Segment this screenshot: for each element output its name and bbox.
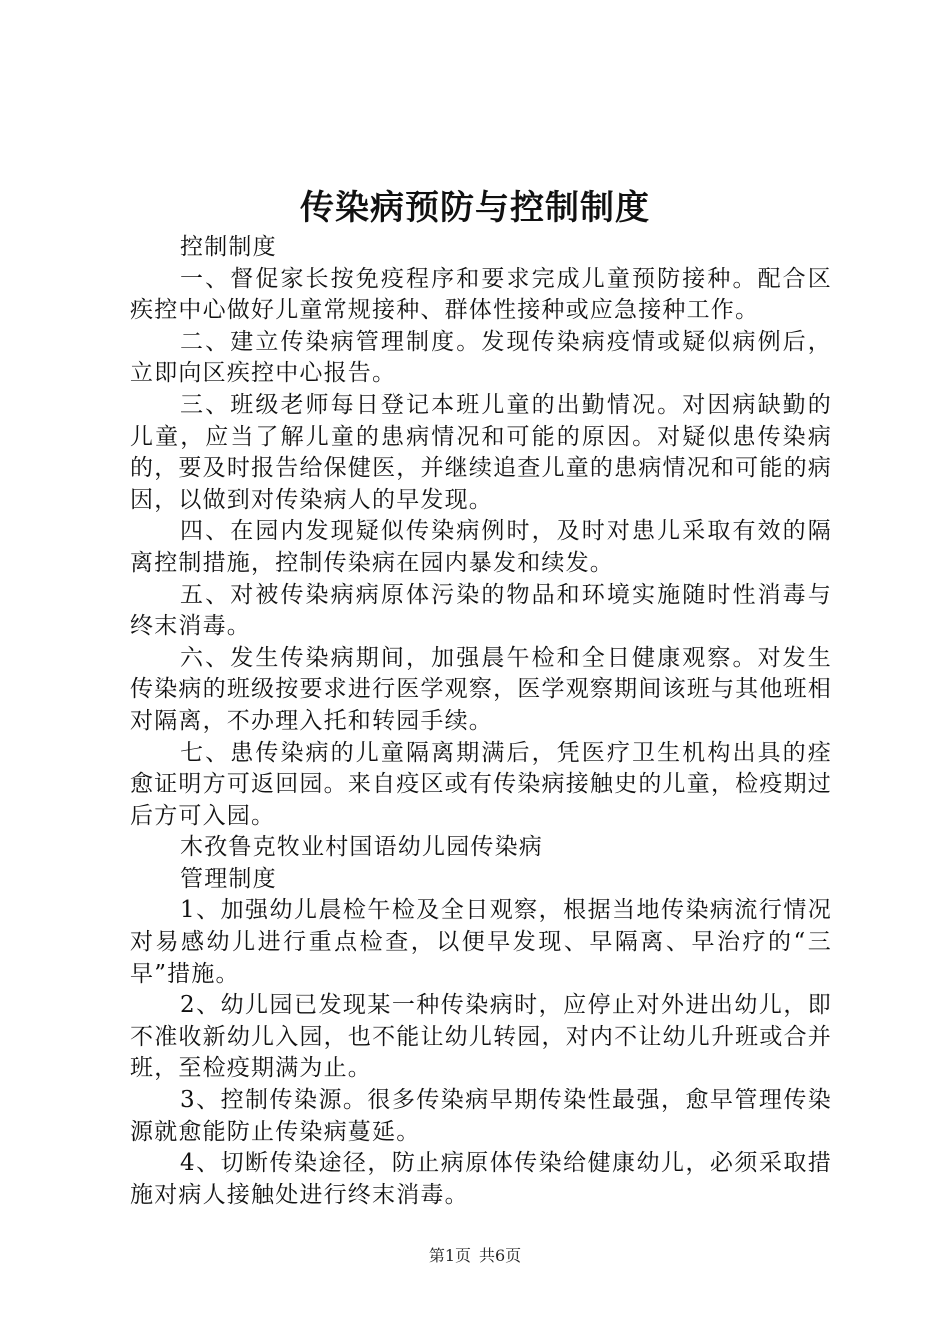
paragraph-rule-2: 2、幼儿园已发现某一种传染病时，应停止对外进出幼儿，即不准收新幼儿入园，也不能让幼儿转园，对内不让幼儿升班或合并班，至检疫期满为止。: [130, 992, 832, 1082]
document-body: [130, 232, 832, 1211]
paragraph-item-4: 四、在园内发现疑似传染病例时，及时对患儿采取有效的隔离控制措施，控制传染病在园内暴发和续发。: [130, 518, 832, 576]
paragraph-rule-3: 3、控制传染源。很多传染病早期传染性最强，愈早管理传染源就愈能防止传染病蔓延。: [130, 1087, 832, 1145]
paragraph-item-2: 二、建立传染病管理制度。发现传染病疫情或疑似病例后，立即向区疾控中心报告。: [130, 328, 832, 387]
page-footer: [0, 1245, 950, 1267]
page-number: 第1页: [428, 1246, 471, 1265]
paragraph-rule-4: 4、切断传染途径，防止病原体传染给健康幼儿，必须采取措施对病人接触处进行终末消毒。: [130, 1150, 832, 1208]
paragraph-item-6: 六、发生传染病期间，加强晨午检和全日健康观察。对发生传染病的班级按要求进行医学观察，医学观察期间该班与其他班相对隔离，不办理入托和转园手续。: [130, 644, 832, 734]
paragraph-item-1: 一、督促家长按免疫程序和要求完成儿童预防接种。配合区疾控中心做好儿童常规接种、群体性接种或应急接种工作。: [130, 265, 832, 324]
paragraph-item-3: 三、班级老师每日登记本班儿童的出勤情况。对因病缺勤的儿童，应当了解儿童的患病情况和可能的原因。对疑似患传染病的，要及时报告给保健医，并继续追查儿童的患病情况和可能的病因，以做到对传染病人的早发现。: [130, 391, 832, 513]
section-heading-control: 控制制度: [180, 234, 277, 260]
section-heading-kindergarten: 木孜鲁克牧业村国语幼儿园传染病: [180, 834, 543, 861]
section-heading-management: 管理制度: [180, 865, 277, 892]
page-total: 共6页: [479, 1246, 522, 1265]
document-title: 传染病预防与控制制度: [300, 188, 650, 228]
paragraph-rule-1: 1、加强幼儿晨检午检及全日观察，根据当地传染病流行情况对易感幼儿进行重点检查，以便早发现、早隔离、早治疗的“三早”措施。: [130, 897, 832, 987]
paragraph-item-5: 五、对被传染病病原体污染的物品和环境实施随时性消毒与终末消毒。: [130, 581, 832, 640]
paragraph-item-7: 七、患传染病的儿童隔离期满后，凭医疗卫生机构出具的痊愈证明方可返回园。来自疫区或有传染病接触史的儿童，检疫期过后方可入园。: [130, 739, 832, 829]
